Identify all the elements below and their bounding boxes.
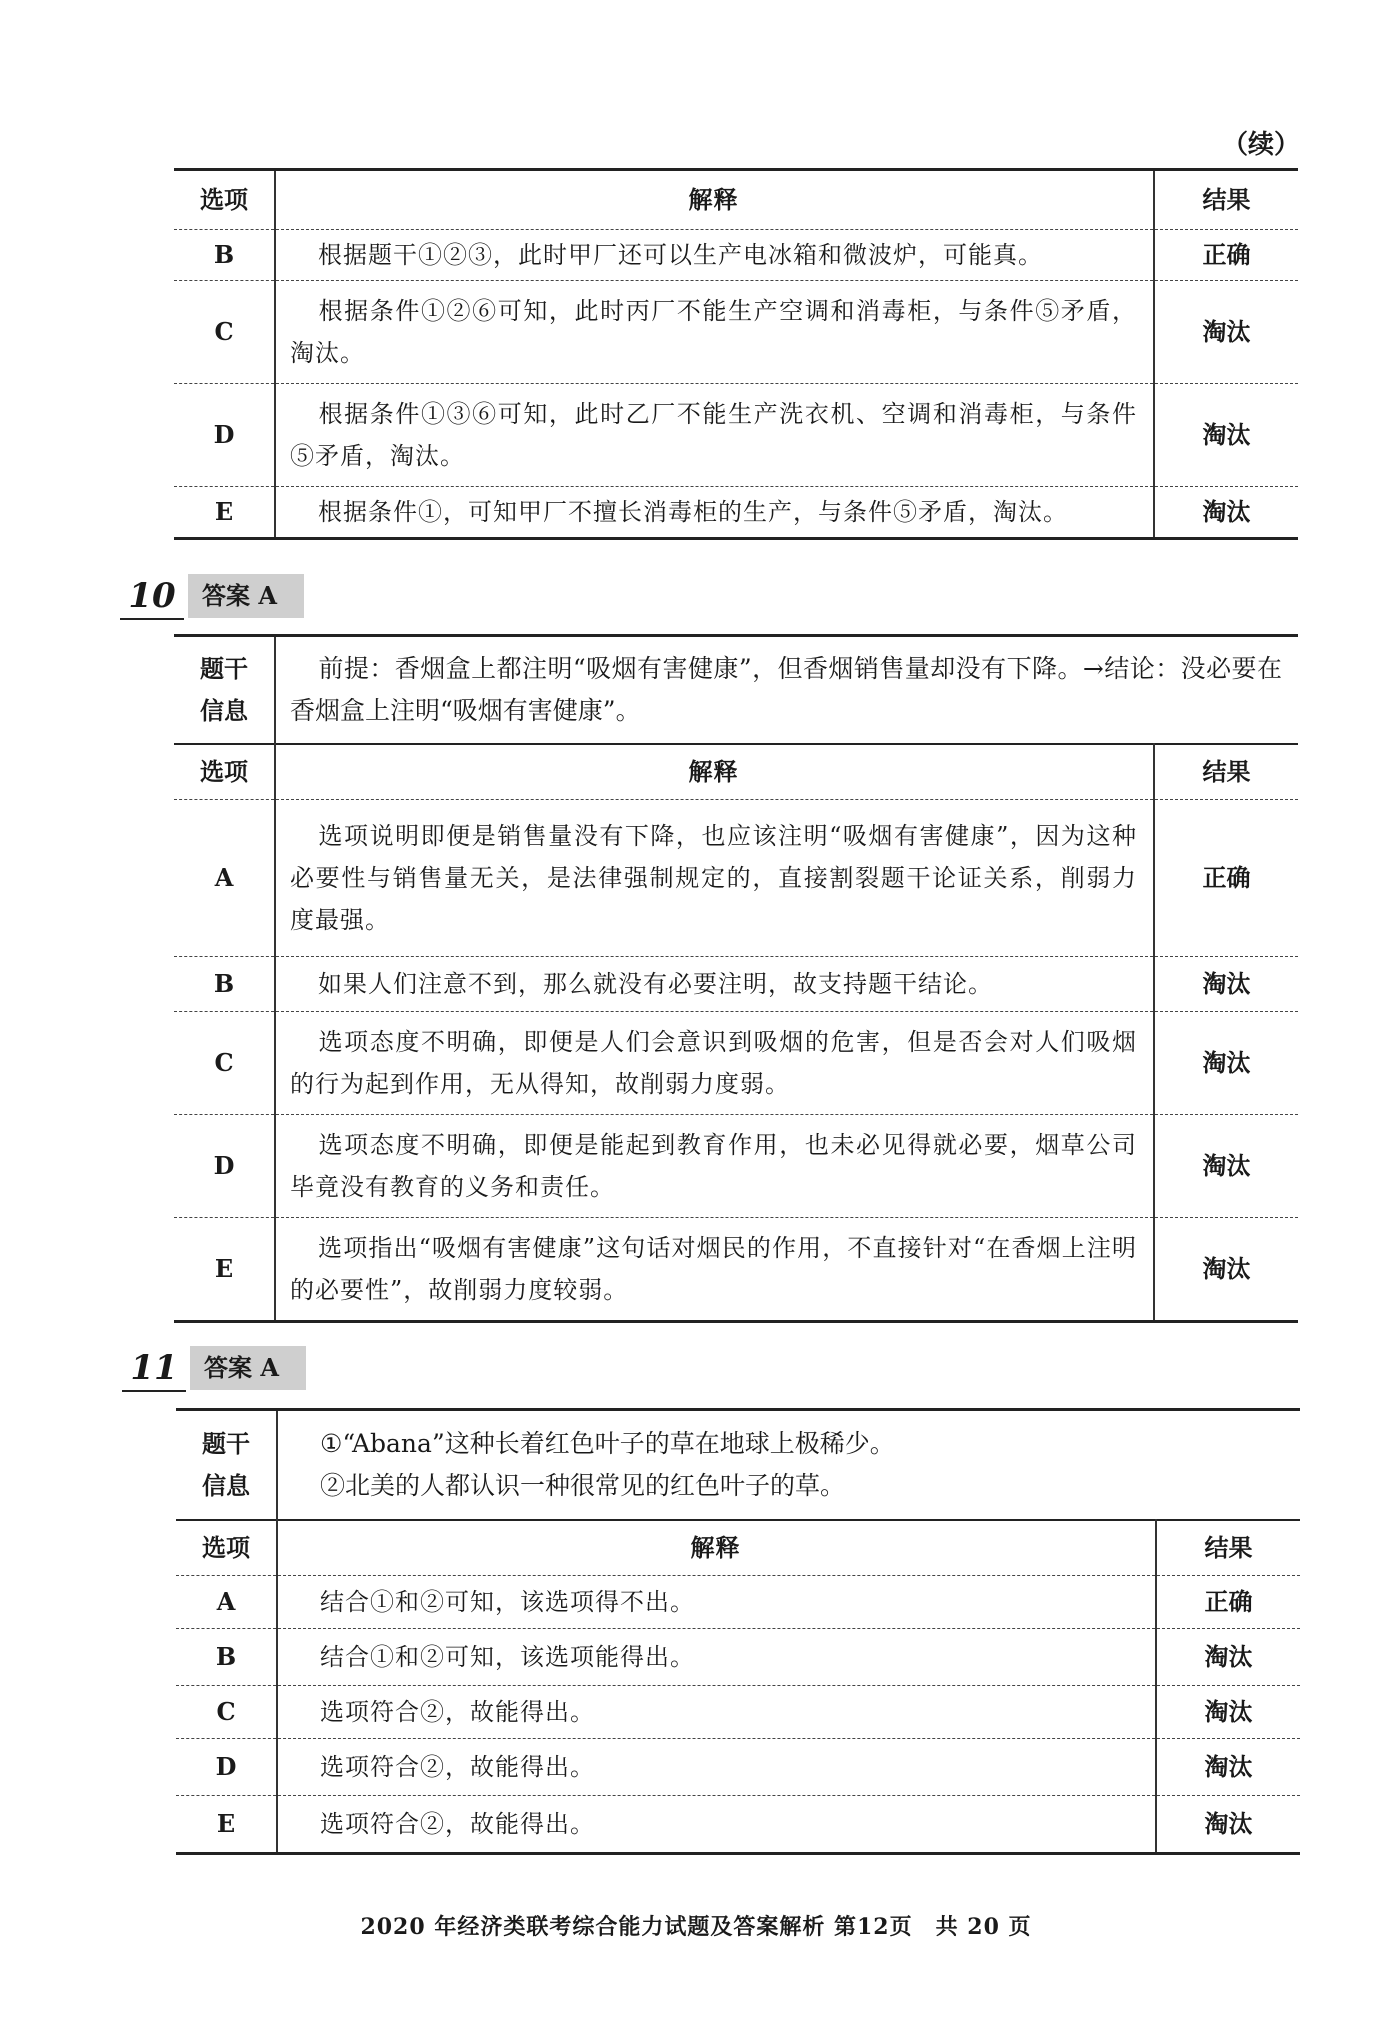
- result-cell: 淘汰: [1154, 1218, 1298, 1322]
- header-explanation: 解释: [275, 170, 1154, 230]
- header-explanation: 解释: [275, 744, 1154, 800]
- answer-badge: 答案 A: [188, 574, 304, 618]
- option-cell: E: [174, 487, 275, 539]
- explanation-cell: 选项态度不明确，即便是人们会意识到吸烟的危害，但是否会对人们吸烟的行为起到作用，无从得知，故削弱力度弱。: [275, 1012, 1154, 1115]
- header-result: 结果: [1154, 744, 1298, 800]
- continued-label: （续）: [1221, 130, 1300, 160]
- table-row: [174, 957, 1298, 1012]
- table-row: [174, 384, 1298, 487]
- table-row: [174, 1218, 1298, 1322]
- header-result: 结果: [1156, 1520, 1300, 1576]
- question-number: 10: [120, 574, 184, 620]
- option-cell: B: [176, 1629, 277, 1686]
- stem-label: 题干 信息: [176, 1410, 277, 1521]
- result-cell: 淘汰: [1156, 1686, 1300, 1739]
- option-cell: E: [174, 1218, 275, 1322]
- q10-table: [174, 634, 1298, 1323]
- table-row: [174, 1012, 1298, 1115]
- option-cell: C: [174, 281, 275, 384]
- option-cell: A: [176, 1576, 277, 1629]
- result-cell: 正确: [1154, 800, 1298, 957]
- option-cell: A: [174, 800, 275, 957]
- page-footer: 2020 年经济类联考综合能力试题及答案解析 第12页 共 20 页: [360, 1914, 1032, 1940]
- table-row: [174, 800, 1298, 957]
- header-result: 结果: [1202, 185, 1251, 214]
- table-header-row: [174, 170, 1298, 230]
- table-row: [176, 1796, 1300, 1854]
- option-cell: E: [176, 1796, 277, 1854]
- option-cell: D: [174, 384, 275, 487]
- explanation-cell: 根据题干①②③，此时甲厂还可以生产电冰箱和微波炉，可能真。: [275, 230, 1154, 281]
- stem-info: 前提：香烟盒上都注明“吸烟有害健康”，但香烟销售量却没有下降。→结论：没必要在香烟盒上注明“吸烟有害健康”。: [290, 654, 1282, 725]
- explanation-cell: 选项态度不明确，即便是能起到教育作用，也未必见得就必要，烟草公司毕竟没有教育的义务和责任。: [275, 1115, 1154, 1218]
- table-row: [176, 1576, 1300, 1629]
- result-cell: 淘汰: [1154, 1115, 1298, 1218]
- option-cell: D: [174, 1115, 275, 1218]
- stem-row: [176, 1410, 1300, 1521]
- result-cell: 淘汰: [1154, 1012, 1298, 1115]
- explanation-cell: 根据条件①③⑥可知，此时乙厂不能生产洗衣机、空调和消毒柜，与条件⑤矛盾，淘汰。: [275, 384, 1154, 487]
- table-row: [176, 1739, 1300, 1796]
- result-cell: 正确: [1156, 1576, 1300, 1629]
- explanation-cell: 选项说明即便是销售量没有下降，也应该注明“吸烟有害健康”，因为这种必要性与销售量无关，是法律强制规定的，直接割裂题干论证关系，削弱力度最强。: [275, 800, 1154, 957]
- q10-heading: [120, 574, 320, 618]
- result-cell: 淘汰: [1156, 1629, 1300, 1686]
- explanation-cell: 选项符合②，故能得出。: [277, 1686, 1156, 1739]
- option-cell: B: [174, 957, 275, 1012]
- table-row: [174, 487, 1298, 539]
- result-cell: 淘汰: [1154, 384, 1298, 487]
- explanation-cell: 如果人们注意不到，那么就没有必要注明，故支持题干结论。: [275, 957, 1154, 1012]
- q11-heading: [122, 1346, 322, 1390]
- table-row: [176, 1686, 1300, 1739]
- option-cell: C: [176, 1686, 277, 1739]
- explanation-cell: 根据条件①②⑥可知，此时丙厂不能生产空调和消毒柜，与条件⑤矛盾，淘汰。: [275, 281, 1154, 384]
- explanation-cell: 结合①和②可知，该选项能得出。: [277, 1629, 1156, 1686]
- explanation-cell: 根据条件①，可知甲厂不擅长消毒柜的生产，与条件⑤矛盾，淘汰。: [275, 487, 1154, 539]
- table-row: [174, 230, 1298, 281]
- explanation-cell: 选项指出“吸烟有害健康”这句话对烟民的作用，不直接针对“在香烟上注明的必要性”，故削弱力度较弱。: [275, 1218, 1154, 1322]
- question-number: 11: [122, 1346, 186, 1392]
- header-option: 选项: [174, 170, 275, 230]
- option-cell: D: [176, 1739, 277, 1796]
- q9-table: [174, 168, 1298, 540]
- table-header-row: [176, 1520, 1300, 1576]
- result-cell: 淘汰: [1156, 1739, 1300, 1796]
- explanation-cell: 选项符合②，故能得出。: [277, 1796, 1156, 1854]
- result-cell: 正确: [1154, 230, 1298, 281]
- table-row: [176, 1629, 1300, 1686]
- stem-label: 题干 信息: [174, 636, 275, 745]
- result-cell: 淘汰: [1156, 1796, 1300, 1854]
- result-cell: 淘汰: [1154, 487, 1298, 539]
- stem-info: ①“Abana”这种长着红色叶子的草在地球上极稀少。 ②北美的人都认识一种很常见的红色叶子的草。: [320, 1429, 895, 1500]
- explanation-cell: 选项符合②，故能得出。: [277, 1739, 1156, 1796]
- explanation-cell: 结合①和②可知，该选项得不出。: [277, 1576, 1156, 1629]
- table-row: [174, 1115, 1298, 1218]
- header-explanation: 解释: [277, 1520, 1156, 1576]
- q11-table: [176, 1408, 1300, 1855]
- header-option: 选项: [174, 744, 275, 800]
- result-cell: 淘汰: [1154, 281, 1298, 384]
- result-cell: 淘汰: [1154, 957, 1298, 1012]
- table-row: [174, 281, 1298, 384]
- option-cell: B: [174, 230, 275, 281]
- option-cell: C: [174, 1012, 275, 1115]
- stem-row: [174, 636, 1298, 745]
- answer-badge: 答案 A: [190, 1346, 306, 1390]
- header-option: 选项: [176, 1520, 277, 1576]
- table-header-row: [174, 744, 1298, 800]
